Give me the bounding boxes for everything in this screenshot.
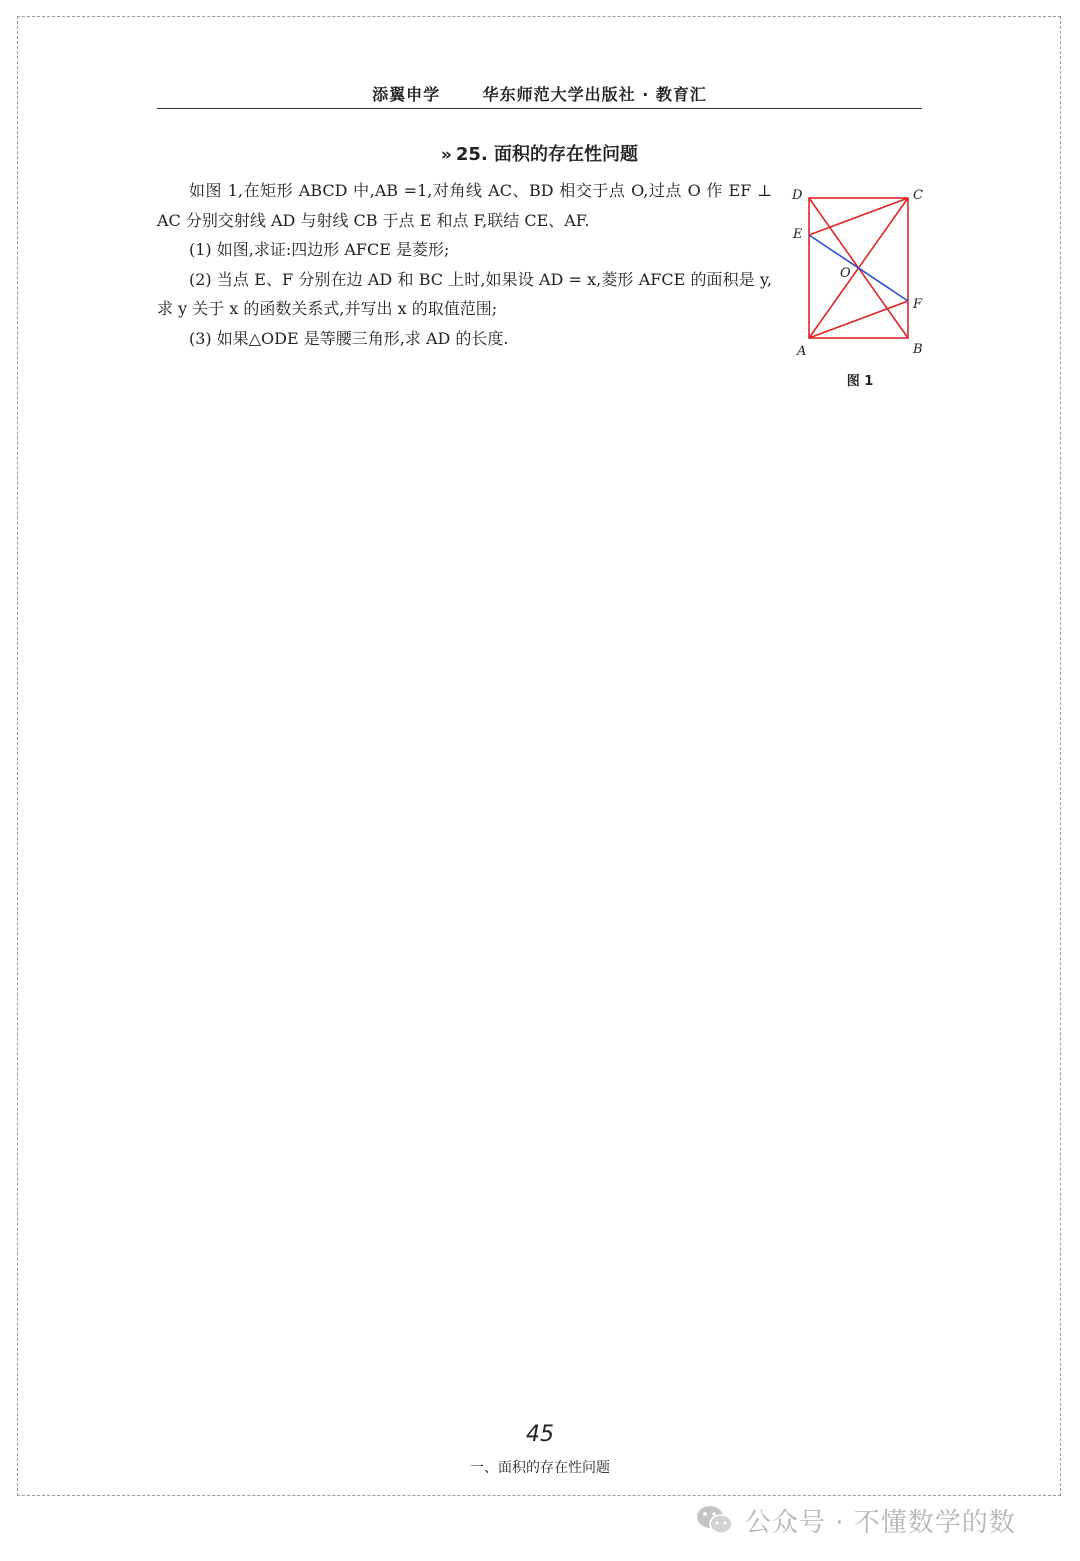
title-marker: » — [440, 145, 452, 165]
label-o: O — [840, 266, 851, 281]
problem-intro: 如图 1,在矩形 ABCD 中,AB =1,对角线 AC、BD 相交于点 O,过点 O 作 EF ⊥ AC 分别交射线 AD 与射线 CB 于点 E 和点 F,联结 CE、AF. — [157, 181, 772, 230]
label-b: B — [913, 342, 923, 357]
watermark — [695, 1500, 1016, 1540]
page-number: 45 — [526, 1422, 554, 1447]
question-3: (3) 如果△ODE 是等腰三角形,求 AD 的长度. — [189, 328, 509, 348]
segment-af — [809, 301, 908, 338]
question-2: (2) 当点 E、F 分别在边 AD 和 BC 上时,如果设 AD = x,菱形 AFCE 的面积是 y,求 y 关于 x 的函数关系式,并写出 x 的取值范围; — [157, 269, 772, 318]
figure-1 — [790, 180, 930, 395]
header-left: 添翼申学 — [372, 85, 441, 104]
watermark-text: 公众号 · 不懂数学的数 — [745, 1507, 1016, 1538]
question-1: (1) 如图,求证:四边形 AFCE 是菱形; — [189, 240, 450, 259]
footer-section-title: 一、面积的存在性问题 — [470, 1460, 610, 1476]
label-d: D — [792, 188, 803, 203]
label-a: A — [797, 344, 807, 359]
label-f: F — [913, 297, 923, 312]
label-c: C — [913, 188, 923, 203]
title-text: 25. 面积的存在性问题 — [455, 144, 639, 165]
problem-title — [157, 140, 922, 166]
segment-ef — [809, 235, 908, 301]
wechat-icon — [695, 1503, 735, 1537]
segment-ce — [809, 198, 908, 235]
header-right: 华东师范大学出版社 · 教育汇 — [482, 85, 707, 104]
problem-body — [157, 176, 772, 353]
geometry-diagram — [790, 180, 930, 365]
page-header — [157, 82, 922, 109]
label-e: E — [793, 227, 803, 242]
figure-caption: 图 1 — [846, 374, 874, 389]
